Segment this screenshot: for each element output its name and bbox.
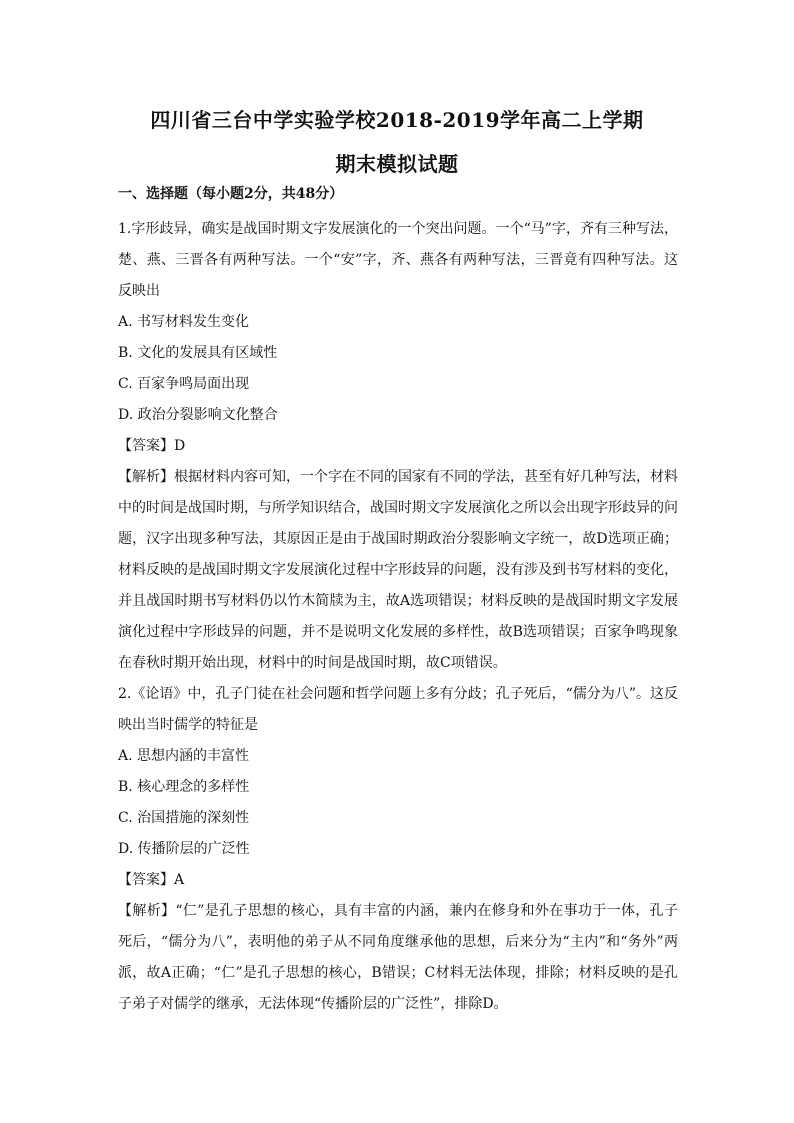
question-1: [118, 214, 678, 679]
option-a: A. 书写材料发生变化: [118, 314, 250, 330]
question-stem: 2.《论语》中，孔子门徒在社会问题和哲学问题上多有分歧；孔子死后，“儒分为八”。这反映出当时儒学的特征是: [118, 686, 678, 733]
document-title: 四川省三台中学实验学校2018-2019学年高二上学期: [150, 108, 644, 132]
question-stem: 1.字形歧异，确实是战国时期文字发展演化的一个突出问题。一个“马”字，齐有三种写法，楚、燕、三晋各有两种写法。一个“安”字，齐、燕各有两种写法，三晋竟有四种写法。这反映出: [118, 221, 678, 299]
option-b: B. 文化的发展具有区域性: [118, 345, 278, 361]
question-2: [118, 679, 678, 1020]
answer: 【答案】D: [118, 438, 186, 454]
document-body: [118, 184, 678, 1020]
option-d: D. 传播阶层的广泛性: [118, 841, 250, 857]
option-d: D. 政治分裂影响文化整合: [118, 407, 278, 423]
answer: 【答案】A: [118, 872, 185, 888]
analysis: 【解析】根据材料内容可知，一个字在不同的国家有不同的学法，甚至有好几种写法，材料中的时间是战国时期，与所学知识结合，战国时期文字发展演化之所以会出现字形歧异的问题，汉字出现多种写法，其原因正是由于战国时期政治分裂影响文字统一，故D选项正确；材料反映的是战国时期文字发展演化过程中字形歧异的问题，没有涉及到书写材料的变化，并且战国时期书写材料仍以竹木简牍为主，故A选项错误；材料反映的是战国时期文字发展演化过程中字形歧异的问题，并不是说明文化发展的多样性，故B选项错误；百家争鸣现象在春秋时期开始出现，材料中的时间是战国时期，故C项错误。: [118, 469, 678, 671]
section-heading: 一、选择题（每小题2分，共48分）: [118, 186, 344, 202]
option-c: C. 治国措施的深刻性: [118, 810, 250, 826]
analysis: 【解析】“仁”是孔子思想的核心，具有丰富的内涵，兼内在修身和外在事功于一体，孔子死后，“儒分为八”，表明他的弟子从不同角度继承他的思想，后来分为“主内”和“务外”两派，故A正确；“仁”是孔子思想的核心，B错误；C材料无法体现，排除；材料反映的是孔子弟子对儒学的继承，无法体现“传播阶层的广泛性”，排除D。: [118, 903, 678, 1012]
option-a: A. 思想内涵的丰富性: [118, 748, 250, 764]
option-c: C. 百家争鸣局面出现: [118, 376, 250, 392]
document-subtitle: 期末模拟试题: [335, 152, 459, 176]
option-b: B. 核心理念的多样性: [118, 779, 250, 795]
